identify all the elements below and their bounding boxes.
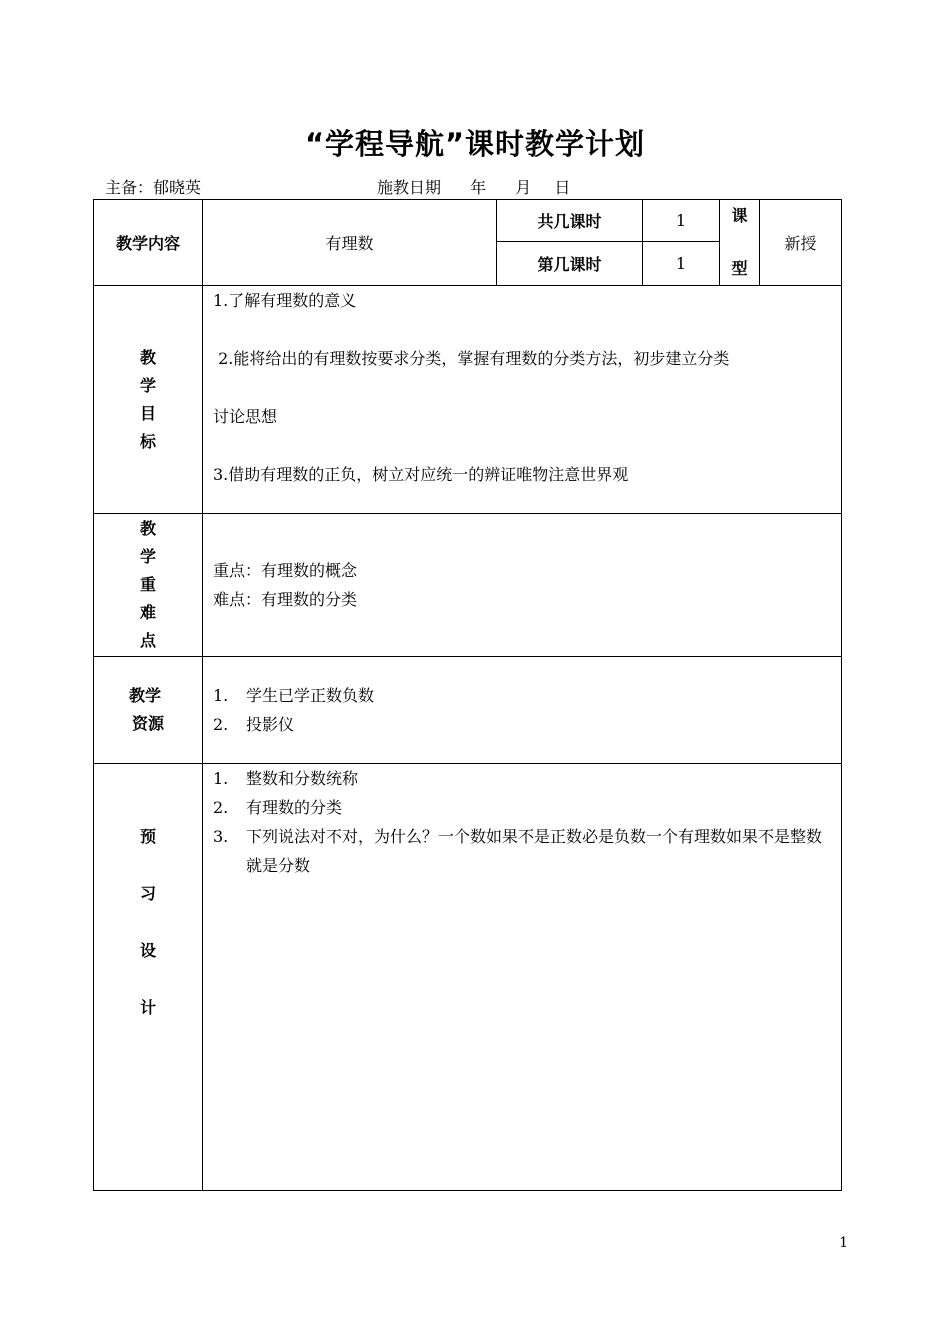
type-value: 新授	[760, 200, 842, 286]
key-points-label-char: 教	[139, 519, 156, 538]
item-text: 下列说法对不对，为什么？一个数如果不是正数必是负数一个有理数如果不是整数就是分数	[246, 827, 823, 875]
item-text: 学生已学正数负数	[246, 686, 375, 705]
item-text: 整数和分数统称	[246, 769, 359, 788]
resources-label-line-2: 资源	[131, 714, 164, 733]
key-points-label-char: 重	[139, 575, 156, 594]
type-label	[720, 200, 760, 286]
list-item	[213, 764, 833, 793]
page-number: 1	[839, 1235, 848, 1251]
preview-label-char: 计	[139, 998, 156, 1017]
day-label: 日	[554, 178, 571, 197]
item-number: 3.	[213, 827, 229, 846]
goals-content	[203, 286, 842, 514]
date-line	[377, 175, 570, 198]
list-item	[213, 681, 831, 710]
preview-content	[203, 764, 842, 1191]
total-lessons-value: 1	[643, 200, 720, 242]
item-text: 有理数的分类	[246, 798, 343, 817]
resources-label	[94, 657, 203, 764]
goals-label-char: 标	[139, 431, 156, 451]
lesson-plan-table	[93, 199, 842, 1191]
list-item	[213, 822, 833, 880]
item-number: 1.	[213, 769, 229, 788]
total-lessons-label: 共几课时	[497, 200, 643, 242]
nth-lesson-label: 第几课时	[497, 242, 643, 286]
author-line	[105, 175, 201, 198]
item-number: 2.	[213, 798, 229, 817]
list-item	[213, 793, 833, 822]
nth-lesson-value: 1	[643, 242, 720, 286]
goal-line: 1.了解有理数的意义	[213, 291, 357, 310]
preview-list	[213, 764, 833, 880]
list-item	[213, 710, 831, 739]
item-text: 投影仪	[246, 715, 295, 734]
key-points-content	[203, 514, 842, 657]
item-number: 2.	[213, 715, 229, 734]
preview-label-char: 预	[139, 827, 156, 846]
goals-label-char: 目	[139, 403, 156, 423]
month-label: 月	[515, 178, 532, 197]
goals-label-char: 学	[139, 375, 156, 395]
date-label: 施教日期	[377, 178, 442, 197]
item-number: 1.	[213, 686, 229, 705]
goal-line: 讨论思想	[213, 407, 278, 426]
key-points-label	[94, 514, 203, 657]
goals-label-char: 教	[139, 347, 156, 367]
author: 主备：郁晓英	[105, 178, 202, 197]
goal-line: 3.借助有理数的正负，树立对应统一的辨证唯物注意世界观	[213, 465, 629, 484]
focus-text: 重点：有理数的概念	[213, 561, 358, 580]
preview-label-char: 设	[139, 941, 156, 960]
resources-label-line-1: 教学	[128, 686, 161, 705]
page-title: “学程导航”课时教学计划	[304, 127, 646, 161]
type-label-char-2: 型	[731, 259, 748, 278]
difficulty-text: 难点：有理数的分类	[213, 590, 358, 609]
preview-label-char: 习	[139, 884, 156, 903]
key-points-label-char: 难	[139, 603, 156, 622]
content-value: 有理数	[203, 200, 497, 286]
goal-line: 2.能将给出的有理数按要求分类，掌握有理数的分类方法，初步建立分类	[213, 349, 730, 368]
content-label: 教学内容	[94, 200, 203, 286]
resources-list	[213, 681, 831, 739]
goals-label	[94, 286, 203, 514]
preview-label	[94, 764, 203, 1191]
type-label-char-1: 课	[731, 206, 748, 225]
year-label: 年	[470, 178, 487, 197]
key-points-label-char: 点	[139, 631, 156, 650]
key-points-label-char: 学	[139, 547, 156, 566]
resources-content	[203, 657, 842, 764]
